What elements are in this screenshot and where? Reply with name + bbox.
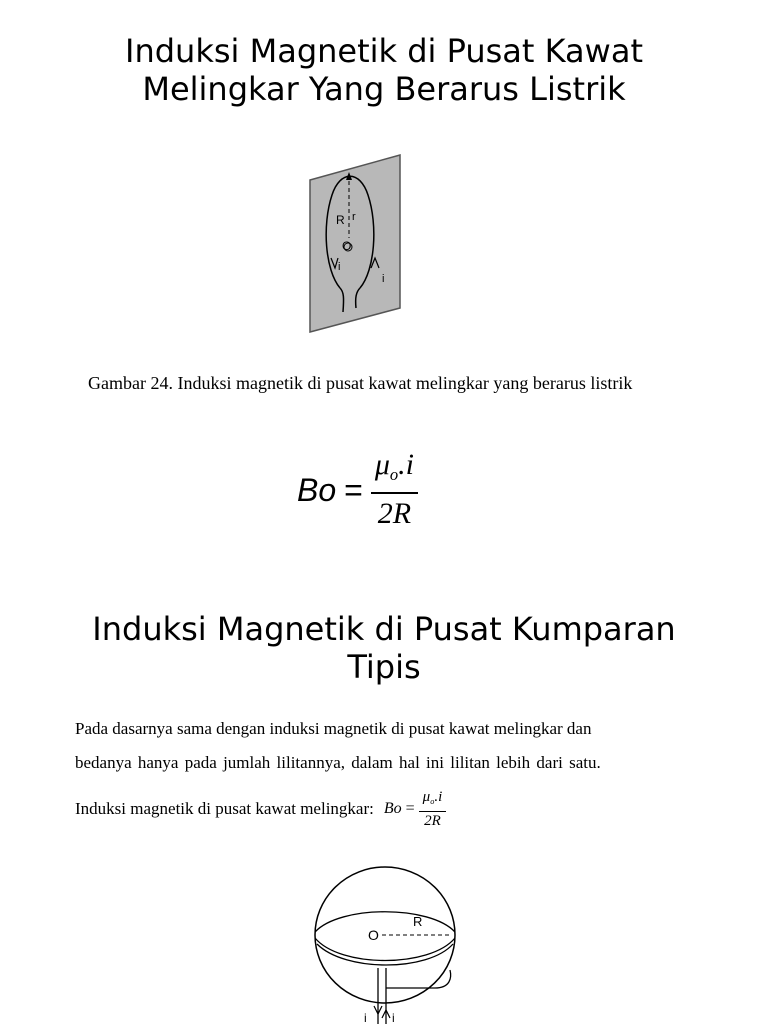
label-r: r [352, 211, 356, 223]
coil-label-i-right: i [392, 1011, 395, 1024]
section1-title [0, 32, 768, 108]
inline-mu-symbol: μ [422, 789, 431, 805]
paragraph-line-2: bedanya hanya pada jumlah lilitannya, dalam hal ini lilitan lebih dari satu. [75, 753, 601, 772]
equation-equals: = [344, 472, 363, 509]
coil-label-R: R [413, 914, 423, 929]
formula-line [75, 788, 446, 830]
inline-equation-fraction [419, 788, 447, 830]
coil-lead-return [386, 970, 451, 988]
inline-equation-numerator [419, 788, 447, 811]
mu-symbol: μ [374, 448, 390, 481]
formula-label: Induksi magnetik di pusat kawat melingkar: [75, 798, 374, 818]
label-i-left: i [338, 261, 341, 273]
equation-numerator [371, 448, 418, 492]
section1-title-line1: Induksi Magnetik di Pusat Kawat [125, 32, 643, 70]
inline-equation-lhs: Bo [383, 799, 402, 817]
plane-shape [310, 155, 400, 332]
figure-caption: Gambar 24. Induksi magnetik di pusat kawat melingkar yang berarus listrik [88, 373, 633, 393]
coil-arc-upper [315, 912, 455, 932]
inline-mu-subscript: o [430, 796, 435, 806]
label-R: R [336, 213, 345, 227]
equation-fraction [371, 448, 418, 534]
label-i-right: i [382, 273, 385, 285]
equation-denominator: 2R [377, 496, 412, 530]
section2-title-line2: Tipis [347, 648, 421, 686]
section2-title-line1: Induksi Magnetik di Pusat Kumparan [92, 610, 676, 648]
inline-equation-bo [384, 788, 446, 830]
inline-equation-equals: = [405, 799, 415, 817]
coil-label-O: O [368, 927, 379, 943]
coil-label-i-left: i [364, 1011, 367, 1024]
numerator-rest: .i [398, 448, 414, 481]
inline-numerator-rest: .i [434, 789, 443, 805]
paragraph-line-1: Pada dasarnya sama dengan induksi magnetik di pusat kawat melingkar dan [75, 719, 592, 738]
wire-loop-figure [300, 150, 410, 340]
equation-lhs: Bo [297, 472, 337, 509]
mu-subscript: o [389, 464, 399, 484]
label-O: O [342, 239, 352, 253]
equation-bo [297, 448, 418, 534]
thin-coil-figure [300, 860, 470, 1024]
coil-arc-lower-2 [317, 944, 453, 965]
section1-title-line2: Melingkar Yang Berarus Listrik [142, 70, 626, 108]
section2-title [0, 610, 768, 686]
inline-equation-denominator: 2R [424, 812, 441, 829]
